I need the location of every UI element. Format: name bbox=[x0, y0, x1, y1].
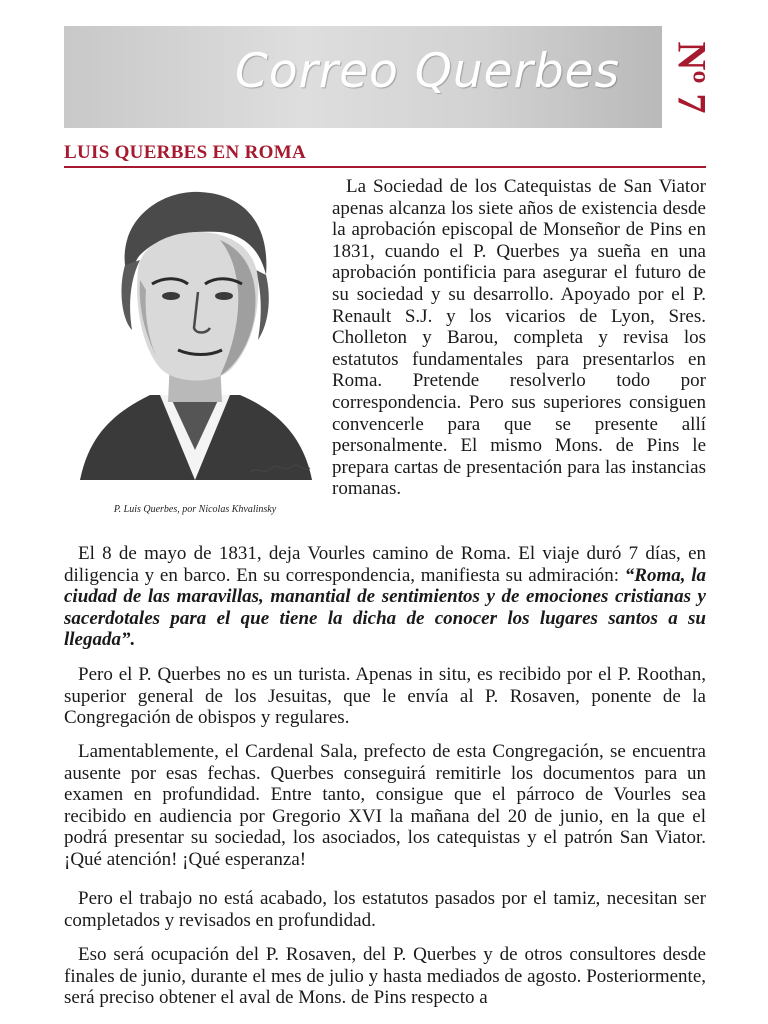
issue-number-label: Nº 7 bbox=[669, 40, 715, 114]
newsletter-title: Correo Querbes bbox=[235, 44, 621, 99]
paragraph-statutes: Pero el trabajo no está acabado, los estatutos pasados por el tamiz, necesitan ser completados y revisados en profundidad. bbox=[64, 888, 706, 931]
paragraph-rosaven: Eso será ocupación del P. Rosaven, del P. Querbes y de otros consultores desde finales de junio, durante el mes de julio y hasta mediados de agosto. Posteriormente, será preciso obtener el aval de Mons. de Pins respecto a bbox=[64, 944, 706, 1009]
portrait-illustration bbox=[70, 180, 320, 490]
paragraph-roothan: Pero el P. Querbes no es un turista. Apenas in situ, es recibido por el P. Roothan, superior general de los Jesuitas, que le envía al P. Rosaven, ponente de la Congregación de obispos y regulares. bbox=[64, 664, 706, 729]
paragraph-journey bbox=[64, 543, 706, 651]
paragraph-journey-text: El 8 de mayo de 1831, deja Vourles camino de Roma. El viaje duró 7 días, en diligencia y en barco. En su correspondencia, manifiesta su admiración: bbox=[64, 543, 706, 586]
portrait-caption: P. Luis Querbes, por Nicolas Khvalinsky bbox=[113, 504, 277, 515]
article-title: LUIS QUERBES EN ROMA bbox=[64, 142, 706, 168]
paragraph-cardinal-sala: Lamentablemente, el Cardenal Sala, prefecto de esta Congregación, se encuentra ausente por esas fechas. Querbes conseguirá remitirle los documentos para un examen en profundidad. Entre tanto, consigue que el párroco de Vourles sea recibido en audiencia por Gregorio XVI la mañana del 20 de junio, en la que el podrá presentar su sociedad, los asociados, los catequistas y el patrón San Viator. ¡Qué atención! ¡Qué esperanza! bbox=[64, 741, 706, 870]
issue-number bbox=[669, 26, 715, 128]
rome-quote: “Roma, la ciudad de las maravillas, manantial de sentimientos y de emociones cristianas y sacerdotales para el que tiene la dicha de conocer los lugares santos a su llegada”. bbox=[64, 564, 706, 651]
paragraph-intro: La Sociedad de los Catequistas de San Viator apenas alcanza los siete años de existencia desde la aprobación episcopal de Monseñor de Pins en 1831, cuando el P. Querbes ya sueña en una aprobación pontificia para asegurar el futuro de su sociedad y su desarrollo. Apoyado por el P. Renault S.J. y los vicarios de Lyon, Sres. Cholleton y Barou, completa y revisa los estatutos fundamentales para presentarlos en Roma. Pretende resolverlo todo por correspondencia. Pero sus superiores consiguen convencerle para que se presente allí personalmente. El mismo Mons. de Pins le prepara cartas de presentación para las instancias romanas. bbox=[332, 176, 706, 500]
